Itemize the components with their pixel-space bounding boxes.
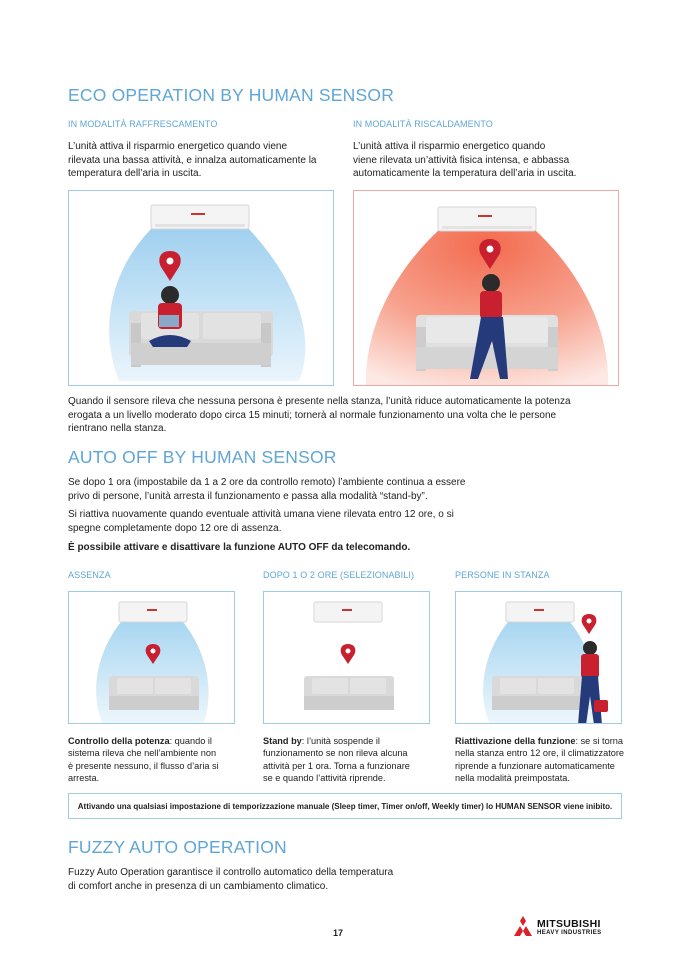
caption-standby: Stand by: l’unità sospende il funzionamento se non rileva alcuna attività per 1 ora. Torna a funzionare se e quando l’attività riprende. (263, 736, 410, 784)
heating-illustration (353, 190, 619, 386)
air-conditioner-icon (151, 205, 249, 229)
eco-footer-text: Quando il sensore rileva che nessuna persona è presente nella stanza, l’unità riduce automaticamente la potenza erogata a un livello moderato dopo circa 15 minuti; tornerà al normale funzionamento una volta che le persone rientrano nella stanza. (68, 396, 571, 434)
sofa-icon (304, 676, 394, 710)
fuzzy-text: Fuzzy Auto Operation garantisce il controllo automatico della temperatura di comfort anche in presenza di un cambiamento climatico. (68, 867, 394, 892)
caption-reactivation: Riattivazione della funzione: se si torna nella stanza entro 12 ore, il climatizzatore riprende a funzionare automaticamente nella modalità preimpostata. (455, 736, 625, 784)
caption-power-control: Controllo della potenza: quando il sistema rileva che nell’ambiente non è presente nessuno, il flusso d’aria si arresta. (68, 736, 219, 784)
logo-line-1: MITSUBISHI (537, 918, 601, 930)
panel-label-after-hours: DOPO 1 O 2 ORE (SELEZIONABILI) (263, 570, 415, 580)
heating-mode-label: IN MODALITÀ RISCALDAMENTO (353, 119, 493, 129)
fuzzy-section-title: FUZZY AUTO OPERATION (68, 837, 287, 857)
reactivation-illustration (455, 591, 622, 724)
sofa-icon (492, 676, 582, 710)
absence-illustration (68, 591, 235, 724)
sofa-icon (109, 676, 199, 710)
autooff-paragraph-1: Se dopo 1 ora (impostabile da 1 a 2 ore da controllo remoto) l’ambiente continua a essere privo di persone, l’unità arresta il funzionamento e passa alla modalità “stand-by”. (68, 477, 466, 502)
location-pin-icon (582, 614, 597, 634)
standby-illustration (263, 591, 430, 724)
sofa-icon (129, 311, 273, 367)
company-logo (512, 915, 624, 939)
location-pin-icon (341, 644, 356, 664)
heating-mode-text: L’unità attiva il risparmio energetico quando viene rilevata un’attività fisica intensa, e abbassa automaticamente la temperatura dell’aria in uscita. (353, 141, 577, 179)
panel-label-people-present: PERSONE IN STANZA (455, 570, 550, 580)
air-conditioner-icon (119, 602, 187, 622)
autooff-section-title: AUTO OFF BY HUMAN SENSOR (68, 447, 337, 467)
air-conditioner-icon (438, 207, 536, 231)
timer-inhibit-note: Attivando una qualsiasi impostazione di temporizzazione manuale (Sleep timer, Timer on/off, Weekly timer) lo HUMAN SENSOR viene inibito. (68, 793, 622, 819)
three-diamonds-icon (512, 916, 534, 936)
page-number: 17 (333, 928, 344, 938)
air-conditioner-icon (314, 602, 382, 622)
cooling-mode-label: IN MODALITÀ RAFFRESCAMENTO (68, 119, 218, 129)
eco-section-title: ECO OPERATION BY HUMAN SENSOR (68, 85, 395, 105)
logo-line-2: HEAVY INDUSTRIES (537, 930, 602, 936)
panel-label-absence: ASSENZA (68, 570, 111, 580)
air-conditioner-icon (506, 602, 574, 622)
cooling-mode-text: L’unità attiva il risparmio energetico quando viene rilevata una bassa attività, e innalza automaticamente la temperatura dell’aria in uscita. (68, 141, 317, 179)
autooff-bold-note: È possibile attivare e disattivare la funzione AUTO OFF da telecomando. (68, 542, 411, 553)
cooling-illustration (68, 190, 334, 386)
autooff-paragraph-2: Si riattiva nuovamente quando eventuale attività umana viene rilevata entro 12 ore, o si spegne completamente dopo 12 ore di assenza. (68, 509, 454, 534)
